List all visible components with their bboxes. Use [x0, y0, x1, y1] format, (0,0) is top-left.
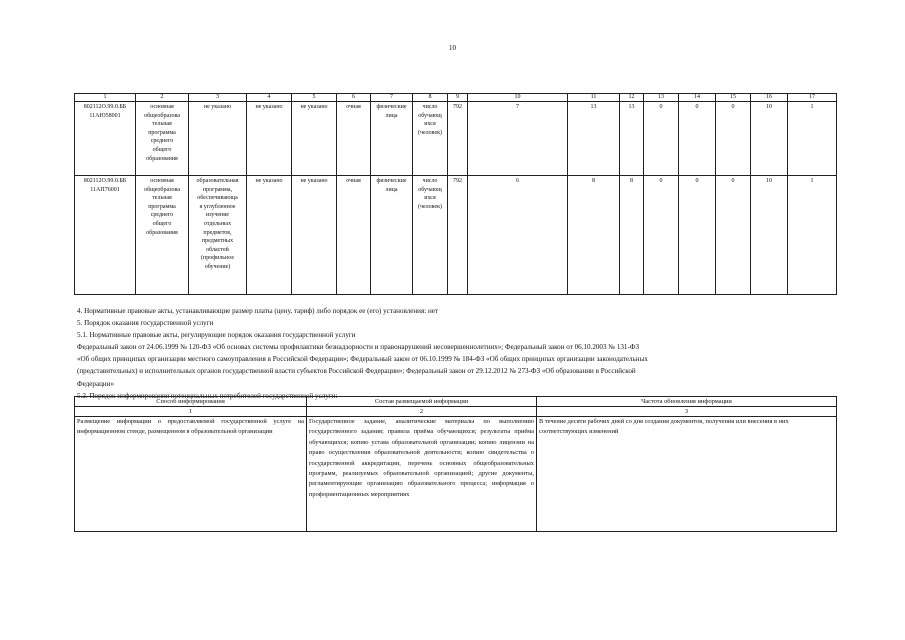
- col-number: 1: [75, 407, 307, 417]
- table-cell: не указано: [247, 102, 292, 176]
- col-number: 2: [307, 407, 537, 417]
- section-5-2-title: 5.2. Порядок информирования потенциальных потребителей государственной услуги:: [77, 391, 338, 400]
- column-number: 8: [413, 94, 448, 102]
- column-number: 12: [620, 94, 644, 102]
- table-cell: основная общеобразова тельная программа среднего общего образования: [136, 176, 189, 295]
- section-4-payment-acts: 4. Нормативные правовые акты, устанавливающие размер платы (цену, тариф) либо порядок ее (его) установления: нет: [77, 307, 439, 315]
- table-cell: очная: [337, 176, 371, 295]
- table-cell: 0: [644, 176, 679, 295]
- column-number: 13: [644, 94, 679, 102]
- service-volume-table: [74, 93, 837, 295]
- table-cell: очная: [337, 102, 371, 176]
- table-cell: не указано: [247, 176, 292, 295]
- header-content: Состав размещаемой информации: [307, 397, 537, 407]
- column-number: 17: [788, 94, 837, 102]
- table-cell: физические лица: [371, 102, 413, 176]
- law-line-3: (представительных) и исполнительных органов государственной власти субъектов Российской Федерации»; Федеральный закон от 29.12.2012 № 273-ФЗ «Об образовании в Российской: [77, 367, 636, 376]
- column-number: 1: [75, 94, 136, 102]
- section-5-1-title: 5.1. Нормативные правовые акты, регулирующие порядок оказания государственной услуги: [77, 331, 356, 340]
- table-cell: 0: [644, 102, 679, 176]
- column-number: 7: [371, 94, 413, 102]
- table-cell: 13: [620, 102, 644, 176]
- table-cell: 0: [679, 102, 716, 176]
- table-cell: не указано: [189, 102, 247, 176]
- table-cell: 802112О.99.0.ББ 11АП76001: [75, 176, 136, 295]
- table-cell: физические лица: [371, 176, 413, 295]
- column-number: 5: [292, 94, 337, 102]
- column-number: 15: [716, 94, 751, 102]
- column-number: 9: [448, 94, 468, 102]
- table-cell: 1: [788, 176, 837, 295]
- informing-frequency: В течение десяти рабочих дней со дня создания документов, получения или внесения в них соответствующих изменений: [537, 417, 837, 532]
- table-cell: 13: [568, 102, 620, 176]
- table-cell: 0: [679, 176, 716, 295]
- table-cell: 0: [716, 176, 751, 295]
- table-row: [75, 102, 837, 176]
- table-row: [75, 176, 837, 295]
- informing-content: Государственное задание, аналитические материалы по выполнению государственного задания; правила приёма обучающихся; результаты приёма обучающихся; копию устава образовательной организации; копию лицензии на право осуществления образовательной деятельности; копию свидетельства о государственной аккредитации, перечень основных общеобразовательных программ, реализуемых образовательной организацией; другие документы, регламентирующие организацию образовательного процесса; информация о профориентационных мероприятиях: [307, 417, 537, 532]
- column-number: 11: [568, 94, 620, 102]
- table-cell: 0: [716, 102, 751, 176]
- table-cell: 1: [788, 102, 837, 176]
- informing-table: [74, 396, 837, 532]
- column-number: 16: [751, 94, 788, 102]
- table-cell: 802112О.99.0.ББ 11АЮ58001: [75, 102, 136, 176]
- column-number: 4: [247, 94, 292, 102]
- table-cell: число обучающ ихся (человек): [413, 176, 448, 295]
- table-cell: 7: [468, 102, 568, 176]
- table-cell: 792: [448, 102, 468, 176]
- table-cell: 8: [620, 176, 644, 295]
- header-frequency: Частота обновления информации: [537, 397, 837, 407]
- header-method: Способ информирования: [75, 397, 307, 407]
- column-number: 2: [136, 94, 189, 102]
- column-number: 14: [679, 94, 716, 102]
- table-cell: образовательная программа, обеспечивающа я углубленное изучение отдельных предметов, предметных областей (профильное обучение): [189, 176, 247, 295]
- table-cell: 8: [568, 176, 620, 295]
- regulations-section: [77, 305, 817, 402]
- section-5-title: 5. Порядок оказания государственной услуги: [77, 319, 214, 328]
- page-number: 10: [449, 44, 456, 52]
- table-cell: 10: [751, 102, 788, 176]
- table-cell: не указано: [292, 176, 337, 295]
- column-number: 10: [468, 94, 568, 102]
- col-number: 3: [537, 407, 837, 417]
- table-cell: 792: [448, 176, 468, 295]
- table-cell: не указано: [292, 102, 337, 176]
- column-number: 6: [337, 94, 371, 102]
- column-number: 3: [189, 94, 247, 102]
- law-line-2: «Об общих принципах организации местного самоуправления в Российской Федерации»; Федеральный закон от 06.10.1999 № 184-ФЗ «Об общих принципах организации законодательных: [77, 355, 648, 364]
- law-line-4: Федерации»: [77, 379, 115, 388]
- table-cell: 6: [468, 176, 568, 295]
- table-cell: основная общеобразова тельная программа среднего общего образования: [136, 102, 189, 176]
- table-cell: число обучающ ихся (человек): [413, 102, 448, 176]
- table-cell: 10: [751, 176, 788, 295]
- informing-method: Размещение информации о предоставляемой государственной услуге на информационном стенде, размещенном в образовательной организации: [75, 417, 307, 532]
- law-line-1: Федеральный закон от 24.06.1999 № 120-ФЗ «Об основах системы профилактики безнадзорности и правонарушений несовершеннолетних»; Федеральный закон от 06.10.2003 № 131-ФЗ: [77, 343, 640, 352]
